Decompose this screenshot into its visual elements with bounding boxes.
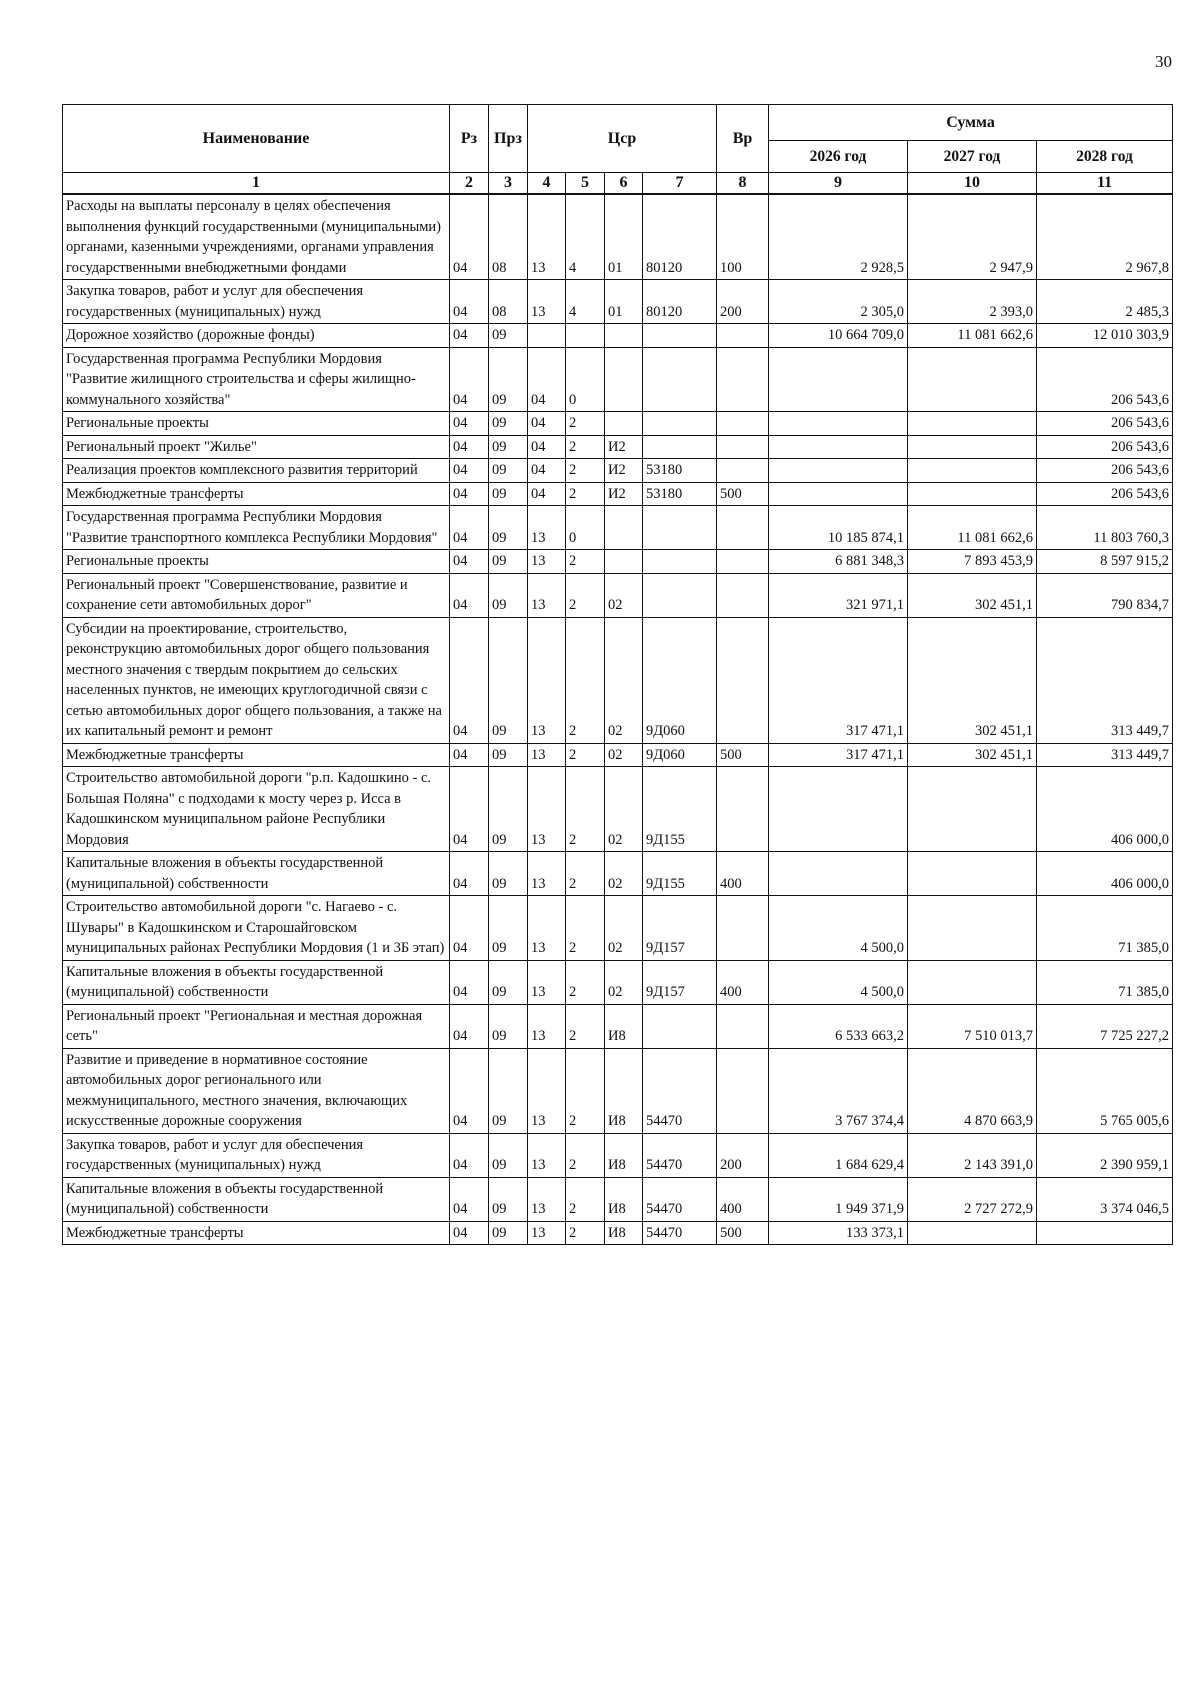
row-name: Развитие и приведение в нормативное состояние автомобильных дорог регионального или межмуниципального, местного значения, включающих искусственные дорожные сооружения <box>63 1048 450 1133</box>
row-csr-4: 13 <box>528 743 566 767</box>
header-year-2028: 2028 год <box>1037 141 1173 173</box>
header-name: Наименование <box>63 105 450 173</box>
row-prz: 09 <box>489 459 528 483</box>
row-csr-5: 2 <box>566 960 605 1004</box>
row-name: Капитальные вложения в объекты государственной (муниципальной) собственности <box>63 1177 450 1221</box>
row-vr <box>717 1004 769 1048</box>
row-prz: 09 <box>489 743 528 767</box>
row-sum-2026: 10 185 874,1 <box>769 506 908 550</box>
row-csr-6: 02 <box>605 743 643 767</box>
row-rz: 04 <box>450 347 489 412</box>
row-sum-2027: 2 947,9 <box>908 194 1037 280</box>
row-prz: 09 <box>489 767 528 852</box>
row-rz: 04 <box>450 743 489 767</box>
header-year-2027: 2027 год <box>908 141 1037 173</box>
table-row <box>63 412 1173 436</box>
row-vr <box>717 347 769 412</box>
row-csr-7: 9Д157 <box>643 896 717 961</box>
budget-table <box>62 104 1173 1245</box>
row-csr-7 <box>643 324 717 348</box>
row-csr-6: И8 <box>605 1004 643 1048</box>
row-sum-2026: 3 767 374,4 <box>769 1048 908 1133</box>
row-sum-2027: 302 451,1 <box>908 743 1037 767</box>
row-csr-6: И2 <box>605 435 643 459</box>
row-csr-7 <box>643 347 717 412</box>
row-name: Региональные проекты <box>63 412 450 436</box>
row-csr-4: 13 <box>528 896 566 961</box>
row-vr <box>717 459 769 483</box>
table-row <box>63 960 1173 1004</box>
row-csr-5: 4 <box>566 280 605 324</box>
row-csr-6: 01 <box>605 194 643 280</box>
row-sum-2026: 10 664 709,0 <box>769 324 908 348</box>
row-rz: 04 <box>450 459 489 483</box>
row-name: Региональные проекты <box>63 550 450 574</box>
row-name: Капитальные вложения в объекты государственной (муниципальной) собственности <box>63 960 450 1004</box>
row-sum-2027 <box>908 960 1037 1004</box>
row-csr-4: 13 <box>528 1133 566 1177</box>
row-vr <box>717 896 769 961</box>
row-vr: 500 <box>717 743 769 767</box>
row-csr-6 <box>605 347 643 412</box>
column-number: 2 <box>450 173 489 195</box>
table-row <box>63 1133 1173 1177</box>
row-name: Региональный проект "Совершенствование, развитие и сохранение сети автомобильных дорог" <box>63 573 450 617</box>
row-csr-5: 2 <box>566 550 605 574</box>
row-csr-6 <box>605 506 643 550</box>
table-row <box>63 617 1173 743</box>
row-sum-2028: 206 543,6 <box>1037 435 1173 459</box>
row-csr-7: 53180 <box>643 459 717 483</box>
row-sum-2028 <box>1037 1221 1173 1245</box>
row-rz: 04 <box>450 1221 489 1245</box>
row-sum-2028: 12 010 303,9 <box>1037 324 1173 348</box>
row-csr-7 <box>643 435 717 459</box>
row-name: Строительство автомобильной дороги "с. Нагаево - с. Шувары" в Кадошкинском и Старошайговском муниципальных районах Республики Мордовия (1 и 3Б этап) <box>63 896 450 961</box>
row-sum-2028: 5 765 005,6 <box>1037 1048 1173 1133</box>
row-sum-2028: 11 803 760,3 <box>1037 506 1173 550</box>
column-number: 10 <box>908 173 1037 195</box>
row-prz: 09 <box>489 896 528 961</box>
row-sum-2028: 71 385,0 <box>1037 896 1173 961</box>
row-sum-2027 <box>908 852 1037 896</box>
row-sum-2027: 11 081 662,6 <box>908 506 1037 550</box>
row-csr-7: 9Д155 <box>643 852 717 896</box>
row-csr-7: 53180 <box>643 482 717 506</box>
row-sum-2027: 7 893 453,9 <box>908 550 1037 574</box>
header-prz: Прз <box>489 105 528 173</box>
row-csr-4: 13 <box>528 960 566 1004</box>
row-rz: 04 <box>450 506 489 550</box>
row-sum-2028: 3 374 046,5 <box>1037 1177 1173 1221</box>
row-prz: 09 <box>489 482 528 506</box>
row-vr <box>717 1048 769 1133</box>
row-sum-2027 <box>908 459 1037 483</box>
page-number: 30 <box>1155 52 1172 71</box>
row-prz: 09 <box>489 1177 528 1221</box>
row-csr-5: 2 <box>566 412 605 436</box>
row-prz: 09 <box>489 324 528 348</box>
row-csr-5: 2 <box>566 617 605 743</box>
row-csr-4: 13 <box>528 573 566 617</box>
row-sum-2027 <box>908 896 1037 961</box>
row-sum-2028: 206 543,6 <box>1037 482 1173 506</box>
row-prz: 09 <box>489 347 528 412</box>
row-csr-5: 2 <box>566 1133 605 1177</box>
row-csr-7: 54470 <box>643 1133 717 1177</box>
column-number: 3 <box>489 173 528 195</box>
row-csr-6: И8 <box>605 1177 643 1221</box>
row-csr-5: 2 <box>566 767 605 852</box>
row-csr-4: 13 <box>528 280 566 324</box>
row-csr-7 <box>643 412 717 436</box>
table-row <box>63 280 1173 324</box>
row-sum-2028: 406 000,0 <box>1037 852 1173 896</box>
row-rz: 04 <box>450 550 489 574</box>
row-csr-7: 54470 <box>643 1177 717 1221</box>
row-sum-2027: 11 081 662,6 <box>908 324 1037 348</box>
row-vr <box>717 767 769 852</box>
row-csr-7 <box>643 1004 717 1048</box>
row-sum-2026: 1 684 629,4 <box>769 1133 908 1177</box>
row-csr-5: 2 <box>566 459 605 483</box>
row-name: Региональный проект "Региональная и местная дорожная сеть" <box>63 1004 450 1048</box>
row-csr-7 <box>643 550 717 574</box>
row-sum-2026: 1 949 371,9 <box>769 1177 908 1221</box>
row-csr-4: 13 <box>528 617 566 743</box>
row-csr-5: 2 <box>566 1004 605 1048</box>
row-name: Межбюджетные трансферты <box>63 743 450 767</box>
header-year-2026: 2026 год <box>769 141 908 173</box>
table-row <box>63 573 1173 617</box>
row-vr <box>717 617 769 743</box>
column-number: 8 <box>717 173 769 195</box>
row-sum-2026 <box>769 852 908 896</box>
row-csr-7: 9Д155 <box>643 767 717 852</box>
row-prz: 09 <box>489 435 528 459</box>
row-vr <box>717 506 769 550</box>
row-sum-2026 <box>769 482 908 506</box>
row-csr-6: 02 <box>605 960 643 1004</box>
row-name: Государственная программа Республики Мордовия "Развитие транспортного комплекса Республики Мордовия" <box>63 506 450 550</box>
header-csr: Цср <box>528 105 717 173</box>
header-sum: Сумма <box>769 105 1173 141</box>
row-sum-2028: 406 000,0 <box>1037 767 1173 852</box>
row-csr-5: 0 <box>566 347 605 412</box>
table-row <box>63 1221 1173 1245</box>
row-prz: 09 <box>489 617 528 743</box>
table-row <box>63 852 1173 896</box>
row-rz: 04 <box>450 1048 489 1133</box>
row-csr-5: 0 <box>566 506 605 550</box>
row-csr-7: 9Д060 <box>643 617 717 743</box>
row-sum-2027 <box>908 412 1037 436</box>
row-csr-4: 13 <box>528 1004 566 1048</box>
column-numbers-row <box>63 173 1173 195</box>
row-csr-6: И8 <box>605 1048 643 1133</box>
row-csr-7: 54470 <box>643 1221 717 1245</box>
row-csr-6: И2 <box>605 482 643 506</box>
row-csr-5: 2 <box>566 1048 605 1133</box>
table-row <box>63 767 1173 852</box>
row-sum-2028: 7 725 227,2 <box>1037 1004 1173 1048</box>
row-name: Субсидии на проектирование, строительство, реконструкцию автомобильных дорог общего пользования местного значения с твердым покрытием до сельских населенных пунктов, не имеющих круглогодичной связи с сетью автомобильных дорог общего пользования, а также на их капитальный ремонт и ремонт <box>63 617 450 743</box>
row-rz: 04 <box>450 194 489 280</box>
row-sum-2027: 302 451,1 <box>908 573 1037 617</box>
row-csr-4: 13 <box>528 852 566 896</box>
row-rz: 04 <box>450 412 489 436</box>
row-vr: 500 <box>717 482 769 506</box>
row-csr-6 <box>605 550 643 574</box>
table-row <box>63 435 1173 459</box>
row-sum-2026: 6 533 663,2 <box>769 1004 908 1048</box>
table-row <box>63 347 1173 412</box>
row-csr-6: 02 <box>605 896 643 961</box>
row-csr-5: 2 <box>566 896 605 961</box>
row-rz: 04 <box>450 767 489 852</box>
row-csr-4: 04 <box>528 435 566 459</box>
table-row <box>63 896 1173 961</box>
row-sum-2026: 321 971,1 <box>769 573 908 617</box>
table-row <box>63 482 1173 506</box>
row-vr: 200 <box>717 280 769 324</box>
row-vr: 400 <box>717 960 769 1004</box>
row-prz: 09 <box>489 412 528 436</box>
row-prz: 08 <box>489 280 528 324</box>
row-sum-2028: 206 543,6 <box>1037 459 1173 483</box>
row-sum-2028: 2 967,8 <box>1037 194 1173 280</box>
row-sum-2026: 133 373,1 <box>769 1221 908 1245</box>
column-number: 1 <box>63 173 450 195</box>
row-sum-2027: 2 393,0 <box>908 280 1037 324</box>
row-name: Межбюджетные трансферты <box>63 482 450 506</box>
row-csr-6: 02 <box>605 617 643 743</box>
row-vr: 100 <box>717 194 769 280</box>
row-csr-4: 13 <box>528 1048 566 1133</box>
row-sum-2026 <box>769 435 908 459</box>
row-name: Региональный проект "Жилье" <box>63 435 450 459</box>
row-prz: 09 <box>489 506 528 550</box>
row-prz: 08 <box>489 194 528 280</box>
row-name: Капитальные вложения в объекты государственной (муниципальной) собственности <box>63 852 450 896</box>
row-prz: 09 <box>489 1004 528 1048</box>
row-csr-4: 13 <box>528 767 566 852</box>
row-sum-2026 <box>769 459 908 483</box>
row-csr-4: 13 <box>528 506 566 550</box>
row-csr-7 <box>643 573 717 617</box>
row-csr-5: 2 <box>566 743 605 767</box>
row-vr: 400 <box>717 1177 769 1221</box>
row-csr-5: 4 <box>566 194 605 280</box>
row-name: Реализация проектов комплексного развития территорий <box>63 459 450 483</box>
row-sum-2027 <box>908 767 1037 852</box>
header-rz: Рз <box>450 105 489 173</box>
row-prz: 09 <box>489 1133 528 1177</box>
row-vr <box>717 324 769 348</box>
row-csr-4: 13 <box>528 194 566 280</box>
header-vr: Вр <box>717 105 769 173</box>
table-row <box>63 324 1173 348</box>
row-sum-2027 <box>908 1221 1037 1245</box>
row-sum-2027: 2 143 391,0 <box>908 1133 1037 1177</box>
row-prz: 09 <box>489 573 528 617</box>
row-csr-7: 80120 <box>643 280 717 324</box>
row-sum-2028: 71 385,0 <box>1037 960 1173 1004</box>
row-csr-5: 2 <box>566 852 605 896</box>
row-rz: 04 <box>450 1133 489 1177</box>
row-vr: 500 <box>717 1221 769 1245</box>
row-csr-6: 02 <box>605 767 643 852</box>
row-sum-2027 <box>908 347 1037 412</box>
row-rz: 04 <box>450 852 489 896</box>
row-rz: 04 <box>450 617 489 743</box>
row-prz: 09 <box>489 1221 528 1245</box>
row-name: Расходы на выплаты персоналу в целях обеспечения выполнения функций государственными (муниципальными) органами, казенными учреждениями, органами управления государственными внебюджетными фондами <box>63 194 450 280</box>
row-sum-2026: 317 471,1 <box>769 617 908 743</box>
row-csr-7: 54470 <box>643 1048 717 1133</box>
row-name: Закупка товаров, работ и услуг для обеспечения государственных (муниципальных) нужд <box>63 1133 450 1177</box>
row-sum-2028: 2 390 959,1 <box>1037 1133 1173 1177</box>
column-number: 7 <box>643 173 717 195</box>
row-csr-5 <box>566 324 605 348</box>
row-rz: 04 <box>450 280 489 324</box>
row-csr-5: 2 <box>566 482 605 506</box>
row-csr-4: 13 <box>528 1221 566 1245</box>
row-sum-2026: 2 305,0 <box>769 280 908 324</box>
row-sum-2027: 7 510 013,7 <box>908 1004 1037 1048</box>
row-sum-2027: 302 451,1 <box>908 617 1037 743</box>
row-name: Закупка товаров, работ и услуг для обеспечения государственных (муниципальных) нужд <box>63 280 450 324</box>
row-vr <box>717 435 769 459</box>
table-row <box>63 550 1173 574</box>
row-csr-6 <box>605 412 643 436</box>
row-sum-2027: 4 870 663,9 <box>908 1048 1037 1133</box>
row-rz: 04 <box>450 324 489 348</box>
row-vr: 200 <box>717 1133 769 1177</box>
row-sum-2026: 4 500,0 <box>769 896 908 961</box>
row-sum-2027 <box>908 435 1037 459</box>
row-sum-2026: 6 881 348,3 <box>769 550 908 574</box>
row-sum-2026 <box>769 347 908 412</box>
row-csr-7: 9Д060 <box>643 743 717 767</box>
row-prz: 09 <box>489 550 528 574</box>
row-csr-4: 04 <box>528 347 566 412</box>
row-sum-2028: 206 543,6 <box>1037 347 1173 412</box>
row-csr-6: 02 <box>605 852 643 896</box>
table-row <box>63 1004 1173 1048</box>
row-csr-7: 80120 <box>643 194 717 280</box>
table-body <box>63 194 1173 1245</box>
table-row <box>63 1048 1173 1133</box>
row-rz: 04 <box>450 1004 489 1048</box>
row-csr-5: 2 <box>566 1177 605 1221</box>
row-prz: 09 <box>489 852 528 896</box>
table-row <box>63 743 1173 767</box>
row-csr-6: И2 <box>605 459 643 483</box>
column-number: 6 <box>605 173 643 195</box>
row-prz: 09 <box>489 960 528 1004</box>
row-csr-6: 01 <box>605 280 643 324</box>
row-rz: 04 <box>450 573 489 617</box>
row-vr: 400 <box>717 852 769 896</box>
row-rz: 04 <box>450 482 489 506</box>
row-name: Строительство автомобильной дороги "р.п. Кадошкино - с. Большая Поляна" с подходами к мосту через р. Исса в Кадошкинском муниципальном районе Республики Мордовия <box>63 767 450 852</box>
row-sum-2027: 2 727 272,9 <box>908 1177 1037 1221</box>
row-rz: 04 <box>450 435 489 459</box>
column-number: 5 <box>566 173 605 195</box>
column-number: 4 <box>528 173 566 195</box>
row-csr-5: 2 <box>566 435 605 459</box>
row-name: Дорожное хозяйство (дорожные фонды) <box>63 324 450 348</box>
row-name: Государственная программа Республики Мордовия "Развитие жилищного строительства и сферы жилищно-коммунального хозяйства" <box>63 347 450 412</box>
row-csr-4 <box>528 324 566 348</box>
row-vr <box>717 550 769 574</box>
table-row <box>63 194 1173 280</box>
row-sum-2026: 317 471,1 <box>769 743 908 767</box>
row-csr-4: 04 <box>528 482 566 506</box>
column-number: 9 <box>769 173 908 195</box>
row-sum-2028: 313 449,7 <box>1037 743 1173 767</box>
row-name: Межбюджетные трансферты <box>63 1221 450 1245</box>
row-sum-2026: 2 928,5 <box>769 194 908 280</box>
table-row <box>63 1177 1173 1221</box>
row-vr <box>717 573 769 617</box>
table-row <box>63 506 1173 550</box>
row-csr-6: И8 <box>605 1133 643 1177</box>
row-sum-2026: 4 500,0 <box>769 960 908 1004</box>
row-rz: 04 <box>450 896 489 961</box>
row-csr-7: 9Д157 <box>643 960 717 1004</box>
row-csr-4: 04 <box>528 459 566 483</box>
row-rz: 04 <box>450 1177 489 1221</box>
row-sum-2028: 2 485,3 <box>1037 280 1173 324</box>
row-csr-4: 13 <box>528 1177 566 1221</box>
row-sum-2028: 313 449,7 <box>1037 617 1173 743</box>
row-sum-2027 <box>908 482 1037 506</box>
row-sum-2026 <box>769 412 908 436</box>
row-csr-6: 02 <box>605 573 643 617</box>
row-prz: 09 <box>489 1048 528 1133</box>
row-sum-2028: 790 834,7 <box>1037 573 1173 617</box>
row-csr-6 <box>605 324 643 348</box>
row-csr-4: 13 <box>528 550 566 574</box>
row-rz: 04 <box>450 960 489 1004</box>
row-sum-2028: 206 543,6 <box>1037 412 1173 436</box>
row-sum-2026 <box>769 767 908 852</box>
row-csr-7 <box>643 506 717 550</box>
table-row <box>63 459 1173 483</box>
row-vr <box>717 412 769 436</box>
row-csr-5: 2 <box>566 573 605 617</box>
row-csr-4: 04 <box>528 412 566 436</box>
row-csr-5: 2 <box>566 1221 605 1245</box>
column-number: 11 <box>1037 173 1173 195</box>
row-sum-2028: 8 597 915,2 <box>1037 550 1173 574</box>
row-csr-6: И8 <box>605 1221 643 1245</box>
